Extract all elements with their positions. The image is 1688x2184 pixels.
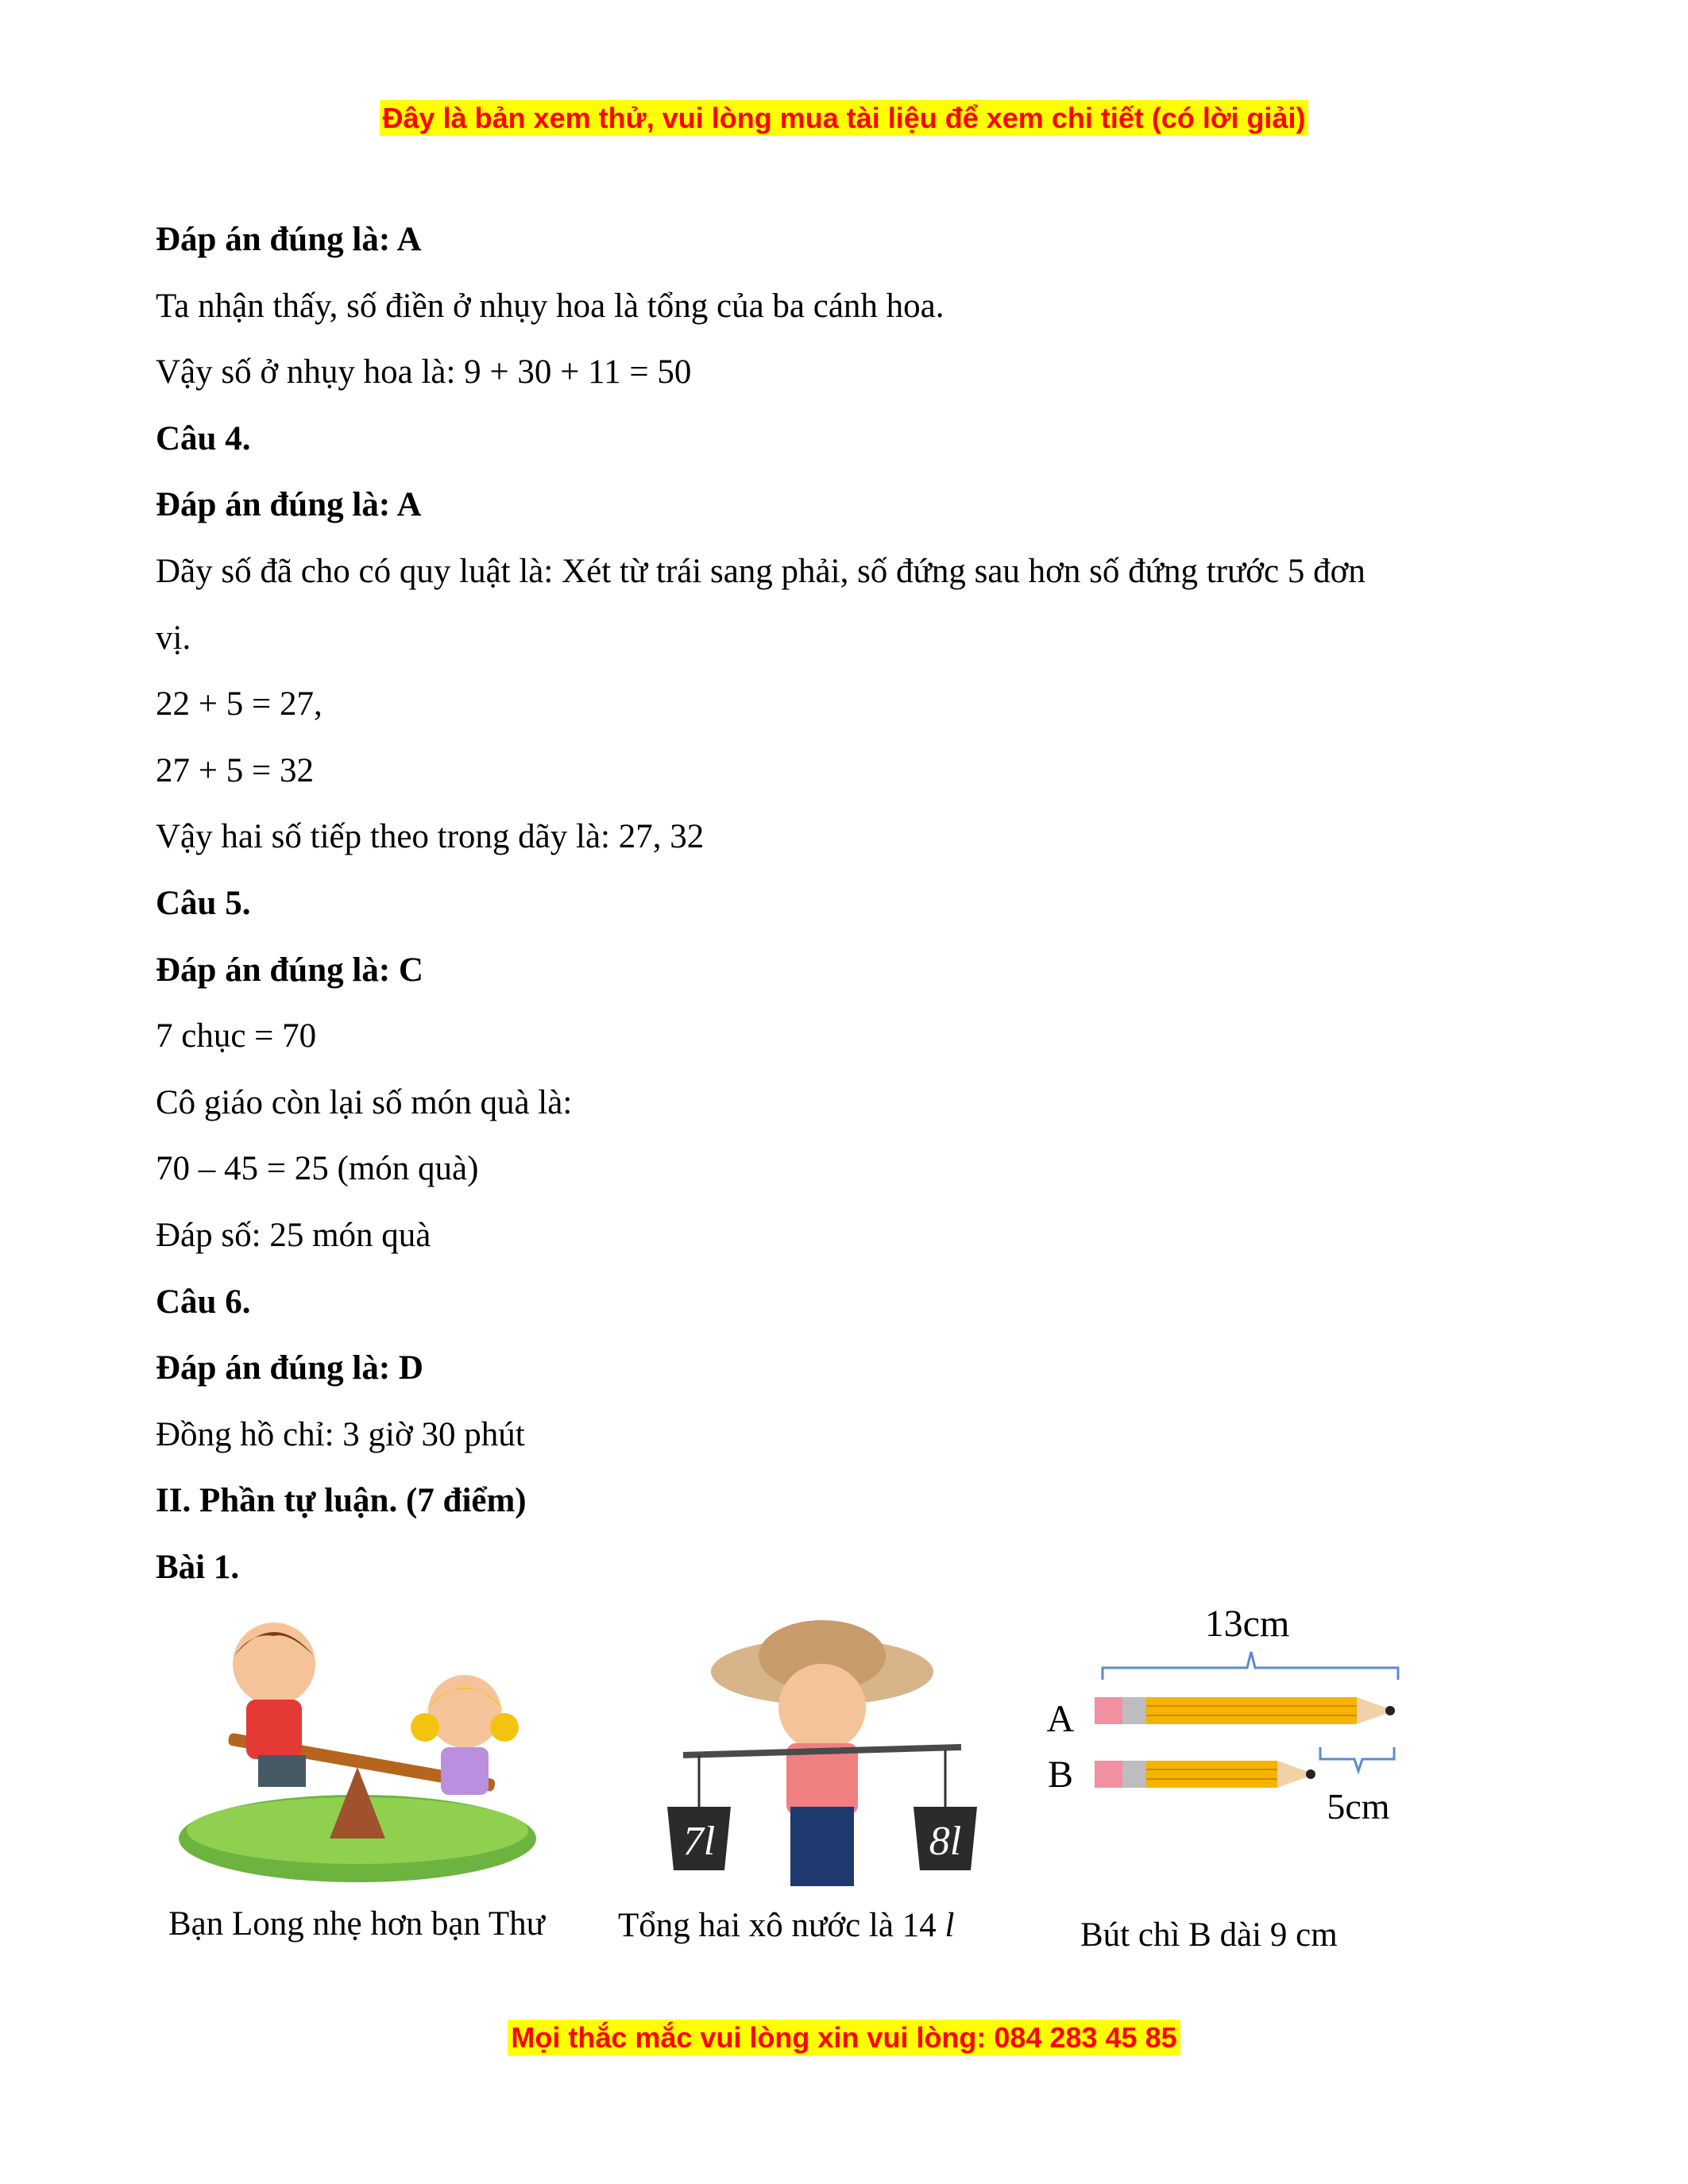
- text-line: vị.: [156, 619, 191, 657]
- right-bucket-label: 8l: [929, 1819, 962, 1864]
- text-line: Vậy số ở nhụy hoa là: 9 + 30 + 11 = 50: [156, 353, 692, 392]
- heading-line: Đáp án đúng là: C: [156, 951, 423, 989]
- preview-banner: [0, 102, 1688, 135]
- text-line: 27 + 5 = 32: [156, 751, 315, 789]
- text-line: 7 chục = 70: [156, 1017, 317, 1055]
- contact-banner: [0, 2021, 1688, 2055]
- pencil-a-length-label: 13cm: [1204, 1603, 1290, 1645]
- heading-line: Đáp án đúng là: D: [156, 1349, 423, 1387]
- pencils-caption: Bút chì B dài 9 cm: [1080, 1916, 1338, 1954]
- heading-line: Bài 1.: [156, 1549, 240, 1586]
- pencils-diagram: [1033, 1592, 1430, 1831]
- buckets-illustration: [651, 1608, 993, 1886]
- heading-line: Đáp án đúng là: A: [156, 221, 422, 258]
- pencil-b-label: B: [1047, 1754, 1074, 1796]
- left-bucket-label: 7l: [682, 1819, 716, 1864]
- heading-line: Câu 4.: [156, 419, 251, 457]
- heading-line: Đáp án đúng là: A: [156, 486, 422, 524]
- pencil-a-label: A: [1046, 1698, 1075, 1740]
- text-line: Vậy hai số tiếp theo trong dãy là: 27, 32: [156, 818, 705, 856]
- length-difference-label: 5cm: [1327, 1786, 1390, 1827]
- heading-line: Câu 5.: [156, 885, 251, 922]
- preview-banner-text: Đây là bản xem thử, vui lòng mua tài liệu để xem chi tiết (có lời giải): [380, 100, 1309, 136]
- seesaw-illustration: [171, 1600, 544, 1886]
- text-line: 70 – 45 = 25 (món quà): [156, 1150, 479, 1188]
- buckets-caption: Tổng hai xô nước là 14 l: [618, 1907, 955, 1944]
- text-line: Ta nhận thấy, số điền ở nhụy hoa là tổng của ba cánh hoa.: [156, 287, 944, 325]
- contact-banner-text: Mọi thắc mắc vui lòng xin vui lòng: 084 283 45 85: [508, 2020, 1180, 2055]
- text-line: 22 + 5 = 27,: [156, 685, 323, 723]
- text-line: Đồng hồ chỉ: 3 giờ 30 phút: [156, 1415, 525, 1453]
- text-line: Dãy số đã cho có quy luật là: Xét từ trái sang phải, số đứng sau hơn số đứng trước 5 đơn: [156, 553, 1365, 590]
- text-line: Đáp số: 25 món quà: [156, 1217, 431, 1254]
- heading-line: II. Phần tự luận. (7 điểm): [156, 1482, 527, 1520]
- text-line: Cô giáo còn lại số món quà là:: [156, 1083, 573, 1121]
- seesaw-caption: Bạn Long nhẹ hơn bạn Thư: [168, 1905, 545, 1943]
- heading-line: Câu 6.: [156, 1283, 251, 1321]
